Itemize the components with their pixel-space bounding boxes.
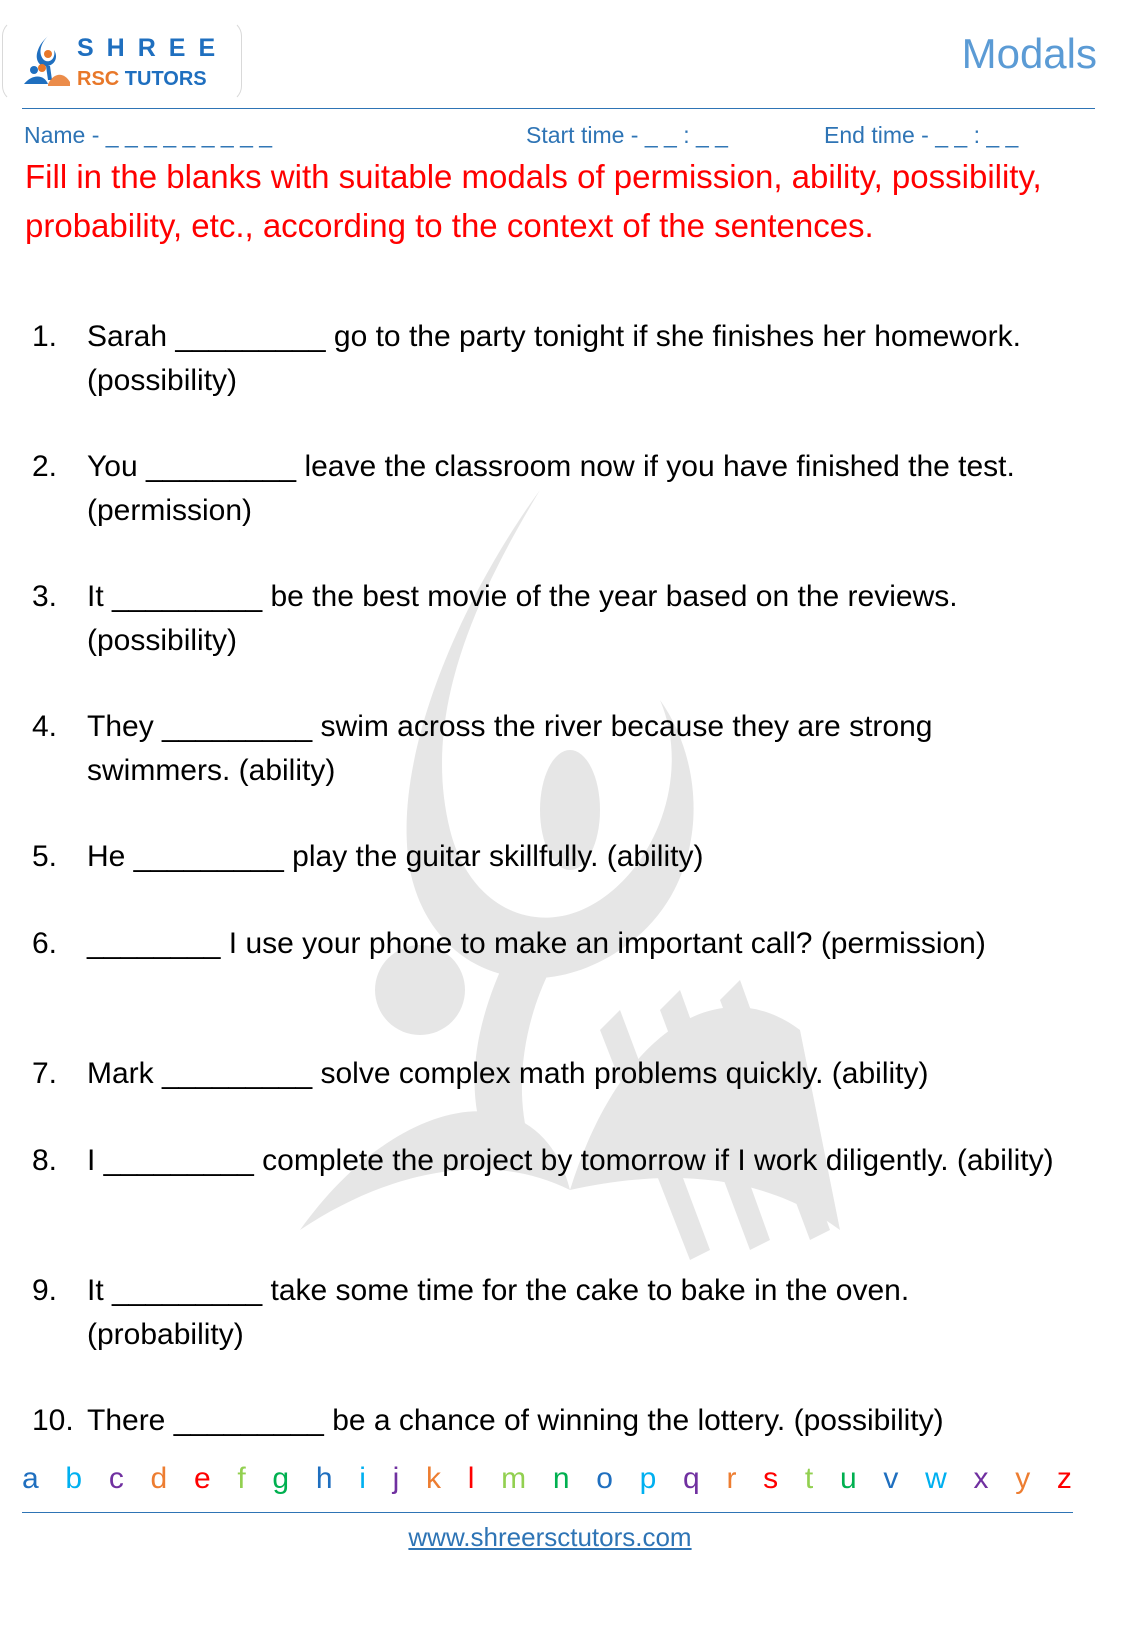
question-number: 9. xyxy=(32,1274,58,1307)
name-field: Name - _ _ _ _ _ _ _ _ _ xyxy=(24,122,273,148)
question-number: 1. xyxy=(32,320,58,353)
question-text: He _________ play the guitar skillfully. (ability) xyxy=(87,840,704,873)
question-item xyxy=(32,445,1057,533)
header-divider xyxy=(22,108,1095,109)
question-item xyxy=(32,835,1057,879)
question-number: 3. xyxy=(32,580,58,613)
question-text: I _________ complete the project by tomorrow if I work diligently. (ability) xyxy=(87,1144,1054,1177)
alphabet-letter: e xyxy=(193,1462,211,1495)
alphabet-letter: k xyxy=(426,1462,441,1495)
alphabet-letter: t xyxy=(804,1462,814,1495)
question-number: 10. xyxy=(32,1404,74,1437)
brand-name: SHREE xyxy=(77,34,229,62)
alphabet-letter: g xyxy=(272,1462,290,1495)
question-text: It _________ take some time for the cake to bake in the oven. (probability) xyxy=(87,1274,910,1351)
alphabet-letter: p xyxy=(639,1462,657,1495)
alphabet-letter: h xyxy=(315,1462,333,1495)
alphabet-letter: j xyxy=(392,1462,400,1495)
alphabet-letter: y xyxy=(1015,1462,1031,1495)
alphabet-letter: m xyxy=(501,1462,527,1495)
worksheet-title: Modals xyxy=(961,30,1097,77)
question-number: 6. xyxy=(32,927,58,960)
alphabet-letter: q xyxy=(683,1462,700,1495)
alphabet-strip xyxy=(22,1462,1072,1496)
alphabet-letter: l xyxy=(467,1462,475,1495)
alphabet-letter: n xyxy=(552,1462,570,1495)
question-number: 7. xyxy=(32,1057,58,1090)
alphabet-letter: u xyxy=(839,1462,857,1495)
question-number: 2. xyxy=(32,450,58,483)
question-item xyxy=(32,1399,1057,1443)
question-text: Sarah _________ go to the party tonight if she finishes her homework. (possibility) xyxy=(87,320,1021,397)
question-item xyxy=(32,922,1057,966)
question-text: There _________ be a chance of winning the lottery. (possibility) xyxy=(87,1404,944,1437)
question-item xyxy=(32,1269,1057,1357)
question-item xyxy=(32,315,1057,403)
question-item xyxy=(32,705,1057,793)
question-text: ________ I use your phone to make an important call? (permission) xyxy=(87,927,986,960)
alphabet-letter: i xyxy=(359,1462,366,1495)
alphabet-letter: f xyxy=(237,1462,246,1495)
question-item xyxy=(32,1052,1057,1096)
brand-tutors: TUTORS xyxy=(119,68,207,90)
alphabet-letter: d xyxy=(150,1462,168,1495)
logo-icon xyxy=(22,34,72,90)
alphabet-letter: x xyxy=(973,1462,989,1495)
alphabet-letter: a xyxy=(22,1462,39,1495)
brand-subtitle xyxy=(77,68,207,91)
question-text: It _________ be the best movie of the year based on the reviews. (possibility) xyxy=(87,580,958,657)
brand-rsc: RSC xyxy=(77,68,120,90)
alphabet-letter: r xyxy=(726,1462,737,1495)
question-item xyxy=(32,575,1057,663)
question-number: 4. xyxy=(32,710,58,743)
end-time-field: End time - _ _ : _ _ xyxy=(824,122,1019,148)
alphabet-letter: v xyxy=(883,1462,899,1495)
alphabet-letter: c xyxy=(108,1462,124,1495)
question-number: 5. xyxy=(32,840,58,873)
question-item xyxy=(32,1139,1057,1183)
alphabet-letter: s xyxy=(763,1462,779,1495)
question-text: They _________ swim across the river because they are strong swimmers. (ability) xyxy=(87,710,933,787)
website-link[interactable]: www.shreersctutors.com xyxy=(408,1522,692,1552)
alphabet-letter: o xyxy=(596,1462,613,1495)
question-text: Mark _________ solve complex math problems quickly. (ability) xyxy=(87,1057,929,1090)
footer-divider xyxy=(22,1512,1073,1513)
question-number: 8. xyxy=(32,1144,58,1177)
alphabet-letter: z xyxy=(1056,1462,1072,1495)
alphabet-letter: w xyxy=(925,1462,947,1495)
alphabet-letter: b xyxy=(65,1462,83,1495)
question-text: You _________ leave the classroom now if you have finished the test. (permission) xyxy=(87,450,1015,527)
instructions: Fill in the blanks with suitable modals of permission, ability, possibility, probability, etc., according to the context of the sentences. xyxy=(25,158,1042,244)
start-time-field: Start time - _ _ : _ _ xyxy=(526,122,728,148)
